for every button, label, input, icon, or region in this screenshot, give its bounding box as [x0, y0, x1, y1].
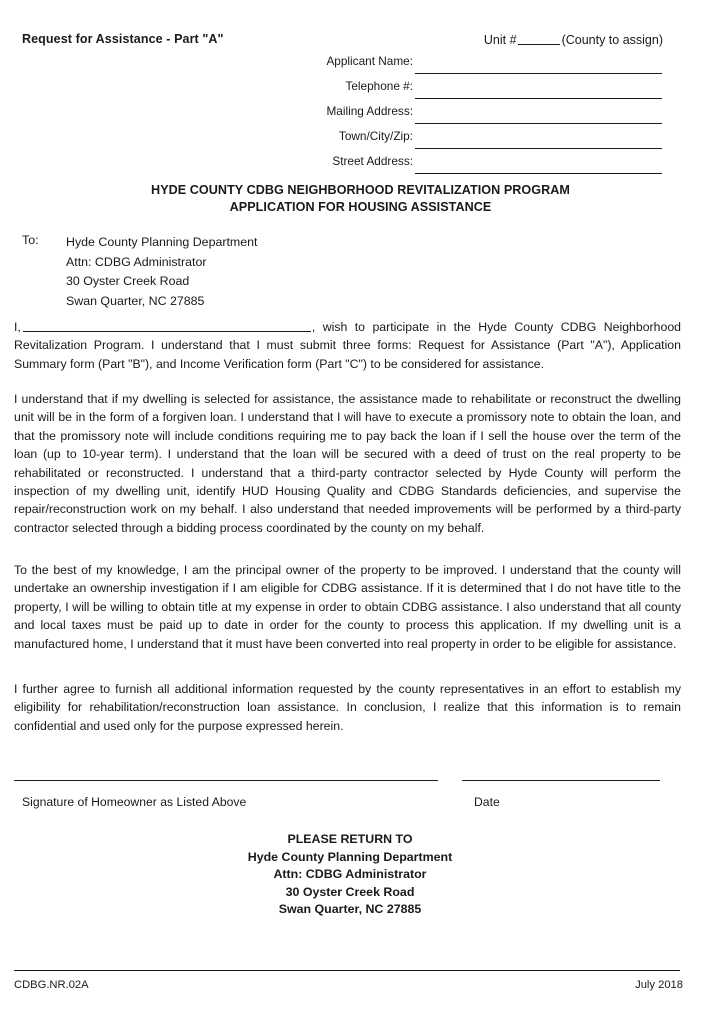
footer-divider [14, 970, 680, 971]
return-to-block [0, 831, 700, 919]
return-to-line: Swan Quarter, NC 27885 [278, 902, 422, 917]
signature-line-date[interactable] [462, 780, 660, 781]
paragraph-intro [14, 318, 681, 373]
recipient-line: Hyde County Planning Department [66, 235, 258, 249]
field-label-mailing-address: Mailing Address: [326, 104, 413, 118]
signature-caption-date: Date [474, 795, 500, 809]
field-label-applicant-name: Applicant Name: [326, 54, 413, 68]
application-heading: APPLICATION FOR HOUSING ASSISTANCE [229, 200, 492, 214]
footer-revision-date: July 2018 [635, 979, 683, 991]
paragraph-loan-terms: I understand that if my dwelling is selected for assistance, the assistance made to rehabilitate or reconstruct the dwelling unit will be in the form of a forgiven loan. I understand that I will have to execute a promissory note to obtain the loan, and that the promissory note will include conditions requiring me to pay back the loan if I sell the house over the term of the loan (up to 10-year term). I understand that the loan will be secured with a deed of trust on the real property to be rehabilitated or reconstructed. I understand that a third-party contractor selected by Hyde County will perform the inspection of my dwelling unit, identify HUD Housing Quality and CDBG Standards deficiencies, and supervise the repair/reconstruction work on my behalf. I also understand that needed improvements will be performed by a third-party contractor selected through a bidding process coordinated by the county on my behalf. [14, 392, 681, 535]
signature-line-homeowner[interactable] [14, 780, 438, 781]
program-heading: HYDE COUNTY CDBG NEIGHBORHOOD REVITALIZATION PROGRAM [151, 183, 570, 197]
return-to-line: Hyde County Planning Department [247, 849, 453, 864]
recipient-address [66, 233, 257, 311]
unit-number-blank[interactable] [518, 34, 560, 45]
form-title: Request for Assistance - Part "A" [22, 32, 224, 46]
recipient-to-label: To: [22, 233, 39, 247]
field-label-street-address: Street Address: [332, 154, 413, 168]
unit-number-note: (County to assign) [561, 33, 663, 47]
recipient-line: 30 Oyster Creek Road [66, 274, 190, 288]
unit-number-label: Unit # [483, 33, 517, 47]
field-label-town-city-zip: Town/City/Zip: [338, 129, 413, 143]
applicant-fields [326, 52, 665, 177]
intro-rest: , wish to participate in the Hyde County CDBG Neighborhood Revitalization Program. I understand that I must submit three forms: Request for Assistance (Part "A"), Application Summary form (Part "B"), and Income Verification form (Part "C") to be considered for assistance. [14, 320, 681, 371]
field-input-applicant-name[interactable] [415, 73, 662, 74]
field-input-street-address[interactable] [415, 173, 662, 174]
recipient-block [22, 233, 257, 311]
recipient-line: Swan Quarter, NC 27885 [66, 293, 205, 308]
return-to-line: Attn: CDBG Administrator [273, 867, 427, 882]
field-label-telephone: Telephone #: [345, 79, 413, 93]
return-to-heading: PLEASE RETURN TO [287, 832, 413, 846]
paragraph-ownership: To the best of my knowledge, I am the principal owner of the property to be improved. I understand that the county will undertake an ownership investigation if I am eligible for CDBG assistance. If it is determined that I do not have title to the property, I will be willing to obtain title at my expense in order to obtain CDBG assistance. I also understand that all county and local taxes must be paid up to date in order for the county to process this application. If my dwelling unit is a manufactured home, I understand that it must have been converted into real property in order to be eligible for assistance. [14, 563, 681, 651]
field-row-street-address [330, 152, 665, 177]
applicant-name-blank[interactable] [23, 321, 311, 332]
field-row-telephone [330, 77, 665, 102]
paragraph-final-agreement: I further agree to furnish all additional information requested by the county representatives in an effort to establish my eligibility for rehabilitation/reconstruction loan assistance. In conclusion, I realize that this information is to remain confidential and used only for the purpose expressed herein. [14, 682, 681, 733]
field-row-applicant-name [326, 52, 665, 77]
return-to-line: 30 Oyster Creek Road [285, 884, 415, 899]
field-input-mailing-address[interactable] [415, 123, 662, 124]
footer-form-number: CDBG.NR.02A [14, 979, 89, 991]
signature-caption-homeowner: Signature of Homeowner as Listed Above [22, 795, 247, 809]
field-input-telephone[interactable] [415, 98, 662, 99]
field-row-mailing-address [326, 102, 665, 127]
intro-prefix: I, [14, 320, 21, 334]
field-row-town-city-zip [330, 127, 665, 152]
recipient-line: Attn: CDBG Administrator [66, 254, 207, 269]
unit-number-line [484, 33, 663, 47]
field-input-town-city-zip[interactable] [415, 148, 662, 149]
